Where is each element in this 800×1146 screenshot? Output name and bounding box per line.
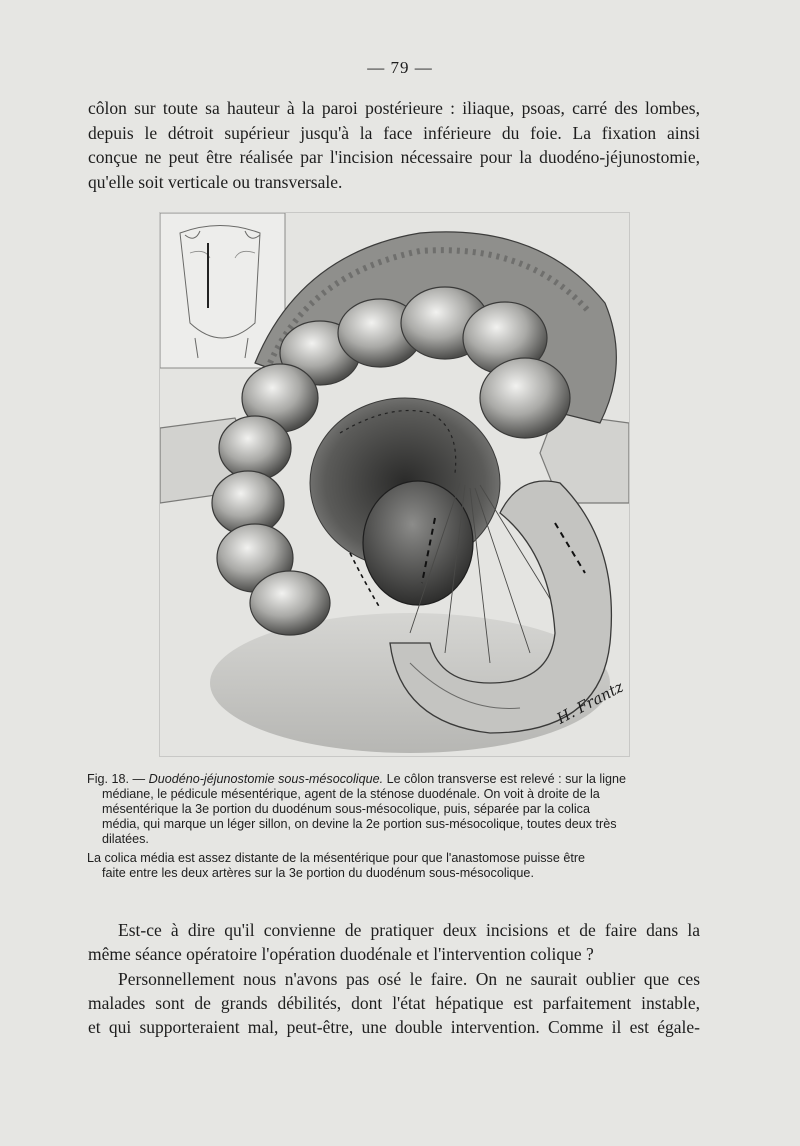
text-line: depuis le détroit supérieur jusqu'à la face inférieure du foie. La fixation ainsi: [88, 122, 700, 143]
illustration-drawing: [160, 213, 629, 756]
caption-paragraph-2: La colica média est assez distante de la mésentérique pour que l'anastomose puisse être: [87, 851, 586, 865]
caption-text: Le côlon transverse est relevé : sur la ligne: [386, 772, 627, 786]
caption-figure-label: Fig. 18. —: [87, 772, 146, 786]
artist-signature: H. Frantz: [553, 677, 627, 728]
text-line: Est-ce à dire qu'il convienne de pratiquer deux incisions et de faire dans la: [118, 920, 700, 940]
caption-line: médiane, le pédicule mésentérique, agent de la sténose duodénale. On voit à droite de la: [102, 787, 600, 801]
text-line: conçue ne peut être réalisée par l'incision nécessaire pour la duodéno-jéjunostomie,: [88, 147, 700, 167]
caption-paragraph-1: [87, 772, 699, 787]
text-line: même séance opératoire l'opération duodénale et l'intervention colique ?: [88, 944, 594, 965]
figure-caption: [87, 772, 699, 881]
text-line: et qui supporteraient mal, peut-être, une double intervention. Comme il est égale-: [88, 1017, 700, 1038]
anatomical-illustration: [159, 212, 630, 757]
caption-figure-title: Duodéno-jéjunostomie sous-mésocolique.: [148, 772, 384, 786]
caption-line: dilatées.: [102, 832, 149, 846]
caption-line: faite entre les deux artères sur la 3e portion du duodénum sous-mésocolique.: [102, 866, 534, 880]
text-line: qu'elle soit verticale ou transversale.: [88, 171, 343, 192]
text-line: malades sont de grands débilités, dont l'état hépatique est parfaitement instable,: [88, 992, 700, 1013]
bottom-paragraph: [88, 918, 700, 1039]
top-paragraph: [88, 96, 700, 194]
text-line: Personnellement nous n'avons pas osé le faire. On ne saurait oublier que ces: [118, 968, 700, 989]
caption-line: média, qui marque un léger sillon, on devine la 2e portion sus-mésocolique, toutes deux très: [102, 817, 617, 831]
page-number: — 79 —: [367, 58, 433, 77]
text-line: côlon sur toute sa hauteur à la paroi postérieure : iliaque, psoas, carré des lombes,: [88, 98, 700, 118]
caption-line: mésentérique la 3e portion du duodénum sous-mésocolique, puis, séparée par la colica: [102, 802, 590, 816]
